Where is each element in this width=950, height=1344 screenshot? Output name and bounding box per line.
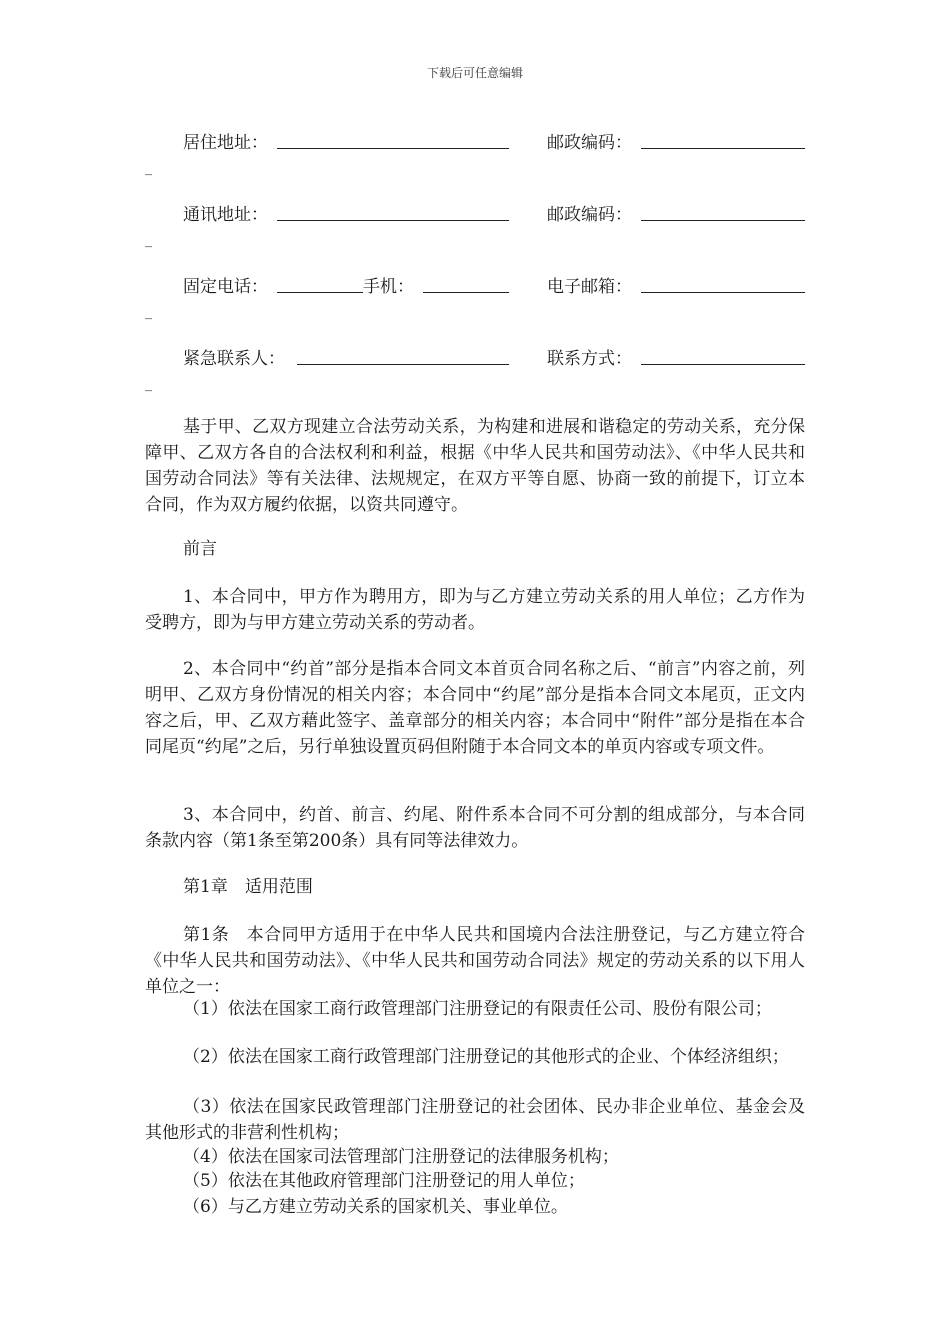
email-label: 电子邮箱：	[547, 277, 632, 297]
postcode-field[interactable]	[641, 128, 805, 149]
mobile-field[interactable]	[423, 272, 509, 293]
preface-item-2: 2、本合同中“约首”部分是指本合同文本首页合同名称之后、“前言”内容之前，列明甲、乙双方身份情况的相关内容；本合同中“约尾”部分是指本合同文本尾页，正文内容之后，甲、乙双方藉此签字、盖章部分的相关内容；本合同中“附件”部分是指在本合同尾页“约尾”之后，另行单独设置页码但附随于本合同文本的单页内容或专项文件。	[145, 659, 805, 757]
preface-title: 前言	[183, 539, 217, 559]
list-item: （3）依法在国家民政管理部门注册登记的社会团体、民办非企业单位、基金会及其他形式的非营利性机构；	[145, 1097, 805, 1143]
article-1: 第1条 本合同甲方适用于在中华人民共和国境内合法注册登记，与乙方建立符合《中华人民共和国劳动法》、《中华人民共和国劳动合同法》规定的劳动关系的以下用人单位之一：	[145, 925, 805, 997]
dash-mark: _	[145, 304, 152, 320]
dash-mark: _	[145, 160, 152, 176]
address-label: 居住地址：	[183, 133, 268, 153]
contact-label: 联系方式：	[547, 349, 632, 369]
mail-address-field[interactable]	[277, 200, 509, 221]
emergency-field[interactable]	[297, 344, 509, 365]
list-item: （4）依法在国家司法管理部门注册登记的法律服务机构；	[183, 1147, 619, 1167]
emergency-label: 紧急联系人：	[183, 349, 285, 369]
mail-address-row	[183, 200, 805, 224]
contact-field[interactable]	[641, 344, 805, 365]
intro-paragraph: 基于甲、乙双方现建立合法劳动关系，为构建和进展和谐稳定的劳动关系，充分保障甲、乙双方各自的合法权利和利益，根据《中华人民共和国劳动法》、《中华人民共和国劳动合同法》等有关法律、法规规定，在双方平等自愿、协商一致的前提下，订立本合同，作为双方履约依据，以资共同遵守。	[145, 417, 805, 515]
dash-mark: _	[145, 232, 152, 248]
emergency-row	[183, 344, 805, 368]
phone-row	[183, 272, 805, 296]
page-header: 下载后可任意编辑	[426, 66, 523, 80]
mobile-label: 手机：	[363, 277, 414, 297]
chapter-title: 第1章 适用范围	[183, 877, 313, 897]
phone-label: 固定电话：	[183, 277, 268, 297]
list-item: （6）与乙方建立劳动关系的国家机关、事业单位。	[183, 1197, 568, 1217]
address-field[interactable]	[277, 128, 509, 149]
postcode-label: 邮政编码：	[547, 133, 632, 153]
list-item: （5）依法在其他政府管理部门注册登记的用人单位；	[183, 1171, 585, 1191]
preface-item-1: 1、本合同中，甲方作为聘用方，即为与乙方建立劳动关系的用人单位；乙方作为受聘方，即为与甲方建立劳动关系的劳动者。	[145, 587, 805, 633]
mail-address-label: 通讯地址：	[183, 205, 268, 225]
list-item: （1）依法在国家工商行政管理部门注册登记的有限责任公司、股份有限公司；	[183, 999, 772, 1019]
preface-item-3: 3、本合同中，约首、前言、约尾、附件系本合同不可分割的组成部分，与本合同条款内容（第1条至第200条）具有同等法律效力。	[145, 805, 805, 851]
dash-mark: _	[145, 376, 152, 392]
list-item: （2）依法在国家工商行政管理部门注册登记的其他形式的企业、个体经济组织；	[183, 1047, 789, 1067]
postcode-field-2[interactable]	[641, 200, 805, 221]
phone-field[interactable]	[277, 272, 363, 293]
address-row	[183, 128, 805, 152]
postcode-label-2: 邮政编码：	[547, 205, 632, 225]
email-field[interactable]	[641, 272, 805, 293]
